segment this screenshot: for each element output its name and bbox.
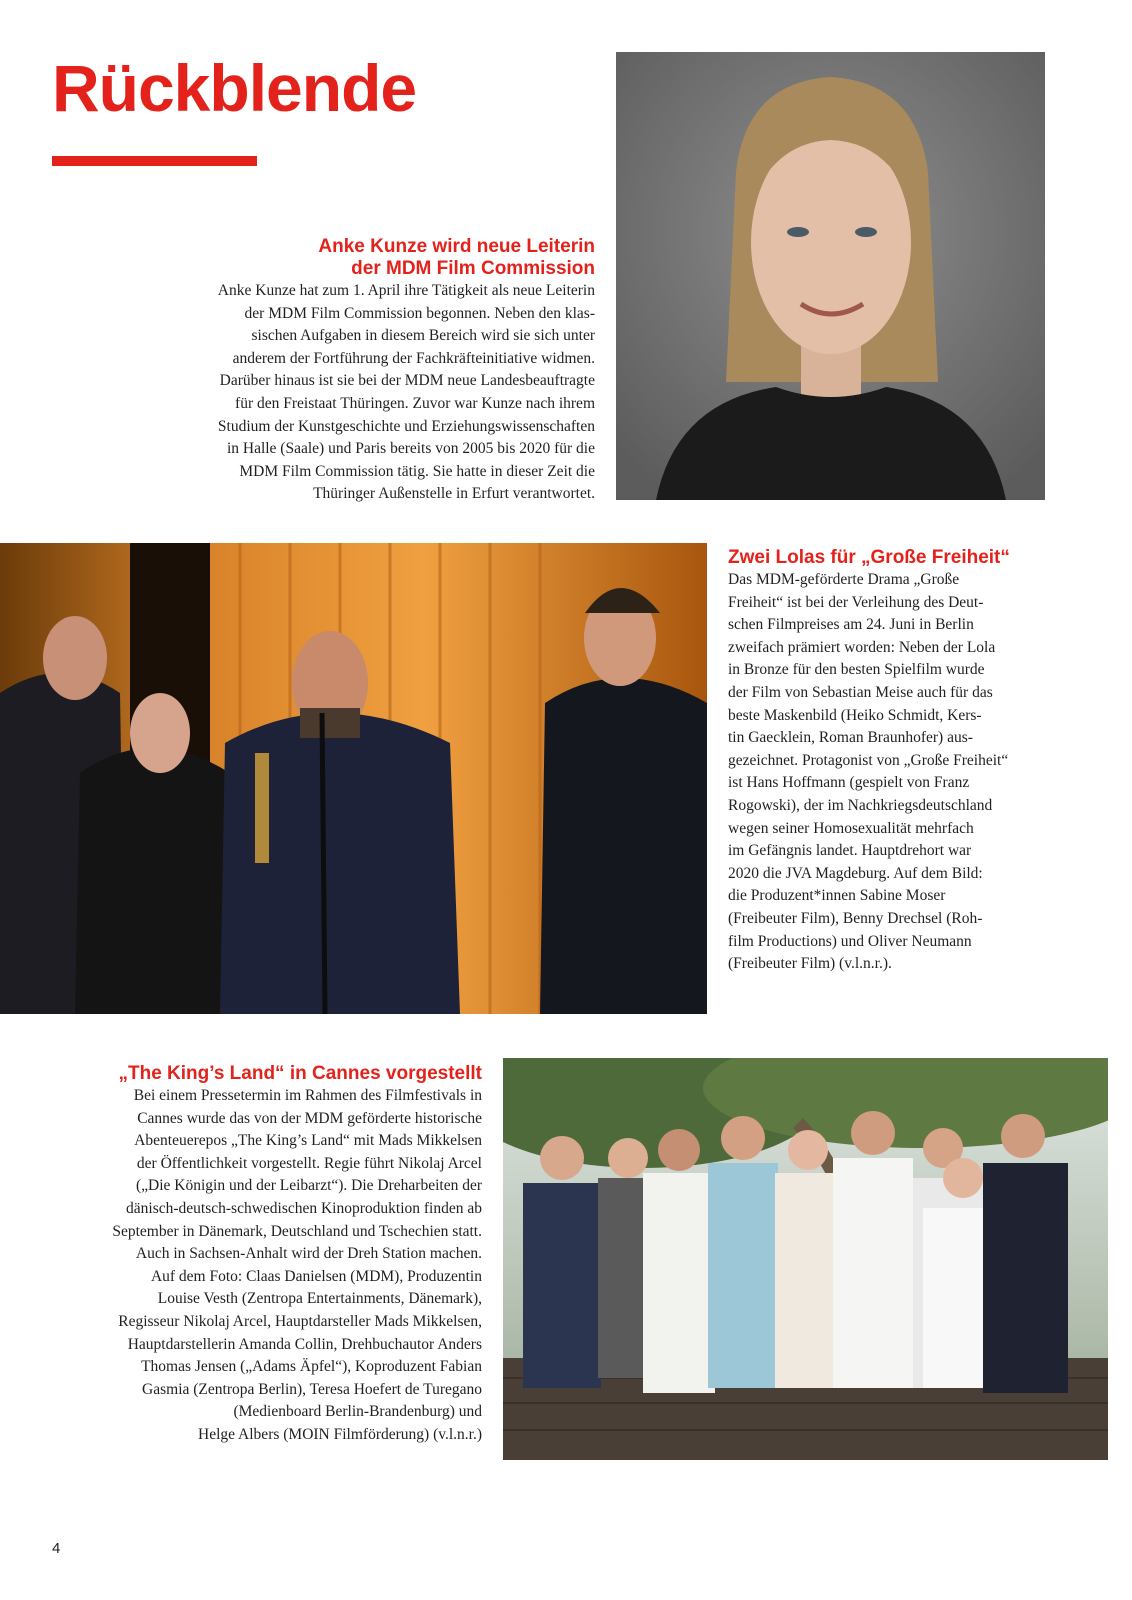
- body-line: 2020 die JVA Magdeburg. Auf dem Bild:: [728, 864, 983, 882]
- body-line: Freiheit“ ist bei der Verleihung des Deut-: [728, 593, 984, 611]
- article-kings-land-headline: [40, 1063, 482, 1085]
- page-number: 4: [52, 1540, 61, 1557]
- body-line: Auch in Sachsen-Anhalt wird der Dreh Station machen.: [135, 1245, 482, 1263]
- body-line: film Productions) und Oliver Neumann: [728, 932, 972, 950]
- article-kunze-body: [150, 280, 595, 506]
- body-line: der Öffentlichkeit vorgestellt. Regie führt Nikolaj Arcel: [136, 1154, 482, 1172]
- body-line: sischen Aufgaben in diesem Bereich wird sie sich unter: [251, 327, 595, 345]
- headline-line: Anke Kunze wird neue Leiterin: [318, 236, 595, 257]
- body-line: Studium der Kunstgeschichte und Erziehungswissenschaften: [217, 417, 595, 435]
- body-line: Louise Vesth (Zentropa Entertainments, Dänemark),: [157, 1290, 482, 1308]
- award-ceremony-photo: [0, 543, 707, 1014]
- portrait-photo: [616, 52, 1045, 500]
- body-line: gezeichnet. Protagonist von „Große Freiheit“: [728, 751, 1009, 769]
- body-line: in Halle (Saale) und Paris bereits von 2005 bis 2020 für die: [226, 440, 595, 458]
- body-line: anderem der Fortführung der Fachkräfteinitiative widmen.: [232, 349, 595, 367]
- headline-line: „The King’s Land“ in Cannes vorgestellt: [118, 1063, 482, 1084]
- body-line: zweifach prämiert worden: Neben der Lola: [728, 638, 996, 656]
- body-line: im Gefängnis landet. Hauptdrehort war: [728, 842, 972, 860]
- body-line: die Produzent*innen Sabine Moser: [728, 887, 946, 905]
- body-line: MDM Film Commission tätig. Sie hatte in dieser Zeit die: [239, 462, 595, 480]
- article-kunze-headline: [150, 236, 595, 280]
- body-line: Darüber hinaus ist sie bei der MDM neue Landesbeauftragte: [219, 372, 595, 390]
- body-line: beste Maskenbild (Heiko Schmidt, Kers-: [728, 706, 982, 724]
- body-line: („Die Königin und der Leibarzt“). Die Dreharbeiten der: [135, 1177, 482, 1195]
- body-line: Bei einem Pressetermin im Rahmen des Filmfestivals in: [133, 1087, 482, 1104]
- body-line: Anke Kunze hat zum 1. April ihre Tätigkeit als neue Leiterin: [217, 282, 595, 299]
- body-line: in Bronze für den besten Spielfilm wurde: [728, 661, 985, 679]
- body-line: Auf dem Foto: Claas Danielsen (MDM), Produzentin: [150, 1267, 482, 1285]
- body-line: (Medienboard Berlin-Brandenburg) und: [233, 1403, 482, 1421]
- body-line: Thomas Jensen („Adams Äpfel“), Koproduzent Fabian: [141, 1358, 482, 1376]
- body-line: für den Freistaat Thüringen. Zuvor war Kunze nach ihrem: [235, 394, 595, 412]
- article-lolas-headline: [728, 547, 1058, 569]
- body-line: dänisch-deutsch-schwedischen Kinoproduktion finden ab: [126, 1199, 482, 1217]
- body-line: Thüringer Außenstelle in Erfurt verantwortet.: [313, 485, 595, 503]
- body-line: Cannes wurde das von der MDM geförderte historische: [137, 1109, 482, 1127]
- body-line: (Freibeuter Film), Benny Drechsel (Roh-: [728, 909, 983, 927]
- body-line: Hauptdarstellerin Amanda Collin, Drehbuchautor Anders: [127, 1335, 482, 1353]
- article-kings-land-body: [40, 1085, 482, 1447]
- body-line: Gasmia (Zentropa Berlin), Teresa Hoefert de Turegano: [142, 1380, 482, 1398]
- article-kings-land: [40, 1063, 482, 1447]
- article-lolas: [728, 547, 1058, 976]
- body-line: Das MDM-geförderte Drama „Große: [728, 571, 960, 588]
- body-line: der MDM Film Commission begonnen. Neben den klas-: [244, 304, 595, 322]
- body-line: Helge Albers (MOIN Filmförderung) (v.l.n.r.): [198, 1425, 482, 1443]
- page-title: Rückblende: [52, 51, 417, 125]
- body-line: tin Gaecklein, Roman Braunhofer) aus-: [728, 729, 973, 747]
- body-line: September in Dänemark, Deutschland und Tschechien statt.: [112, 1222, 482, 1240]
- body-line: Abenteuerepos „The King’s Land“ mit Mads Mikkelsen: [134, 1132, 482, 1150]
- body-line: Rogowski), der im Nachkriegsdeutschland: [728, 796, 993, 814]
- cannes-group-photo: [503, 1058, 1108, 1460]
- body-line: ist Hans Hoffmann (gespielt von Franz: [728, 774, 970, 792]
- article-kunze: [150, 236, 595, 506]
- headline-line: der MDM Film Commission: [351, 258, 595, 279]
- title-underline: [52, 156, 257, 166]
- body-line: der Film von Sebastian Meise auch für das: [728, 683, 993, 701]
- body-line: Regisseur Nikolaj Arcel, Hauptdarsteller Mads Mikkelsen,: [118, 1312, 482, 1330]
- article-lolas-body: [728, 569, 1058, 976]
- body-line: schen Filmpreises am 24. Juni in Berlin: [728, 616, 974, 634]
- body-line: wegen seiner Homosexualität mehrfach: [728, 819, 974, 837]
- headline-line: Zwei Lolas für „Große Freiheit“: [728, 547, 1010, 568]
- body-line: (Freibeuter Film) (v.l.n.r.).: [728, 955, 892, 973]
